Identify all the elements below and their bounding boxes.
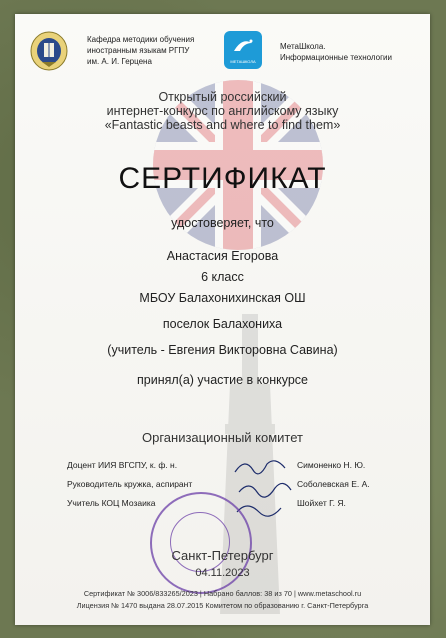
metaschool-logo (224, 31, 262, 69)
issue-date: 04.11.2023 (195, 567, 250, 579)
committee-member-name: Симоненко Н. Ю. (297, 460, 366, 470)
committee-member-name: Шойхет Г. Я. (297, 498, 346, 508)
committee-member-position: Учитель КОЦ Мозаика (67, 498, 156, 508)
org1-line: иностранным языкам РГПУ (87, 46, 190, 55)
committee-member-name: Соболевская Е. А. (297, 479, 370, 489)
participant-location: поселок Балахониха (162, 317, 283, 331)
participant-name: Анастасия Егорова (166, 249, 279, 263)
teacher-line: (учитель - Евгения Викторовна Савина) (107, 343, 338, 357)
metaschool-bird-icon (224, 31, 262, 61)
participant-grade: 6 класс (201, 270, 244, 284)
org1-line: Кафедра методики обучения (87, 35, 195, 44)
participant-school: МБОУ Балахонихинская ОШ (139, 291, 306, 305)
org1-line: им. А. И. Герцена (87, 57, 152, 66)
certifies-text: удостоверяет, что (171, 216, 274, 230)
metaschool-wordmark: МЕТАШКОЛА (230, 59, 256, 64)
metaschool-name (280, 41, 420, 63)
certificate-title: СЕРТИФИКАТ (118, 162, 327, 195)
contest-line: Открытый российский (158, 90, 287, 104)
certificate-number-line: Сертификат № 3006/833265/2023 | Набрано баллов: 38 из 70 | www.metaschool.ru (83, 589, 362, 598)
contest-heading (15, 90, 430, 132)
certificate-paper (15, 14, 430, 625)
contest-line: «Fantastic beasts and where to find them» (104, 118, 341, 132)
committee-member-position: Доцент ИИЯ ВГСПУ, к. ф. н. (67, 460, 178, 470)
committee-title: Организационный комитет (142, 430, 303, 445)
herzen-university-logo (30, 31, 68, 71)
org2-line: Информационные технологии (280, 53, 392, 62)
city-name: Санкт-Петербург (171, 548, 274, 563)
committee-member-position: Руководитель кружка, аспирант (67, 479, 193, 489)
license-line: Лицензия № 1470 выдана 28.07.2015 Комитетом по образованию г. Санкт-Петербурга (76, 601, 369, 610)
herzen-department-name (87, 34, 227, 67)
contest-line: интернет-конкурс по английскому языку (106, 104, 339, 118)
participation-text: принял(а) участие в конкурсе (137, 373, 308, 387)
org2-line: МетаШкола. (280, 42, 326, 51)
